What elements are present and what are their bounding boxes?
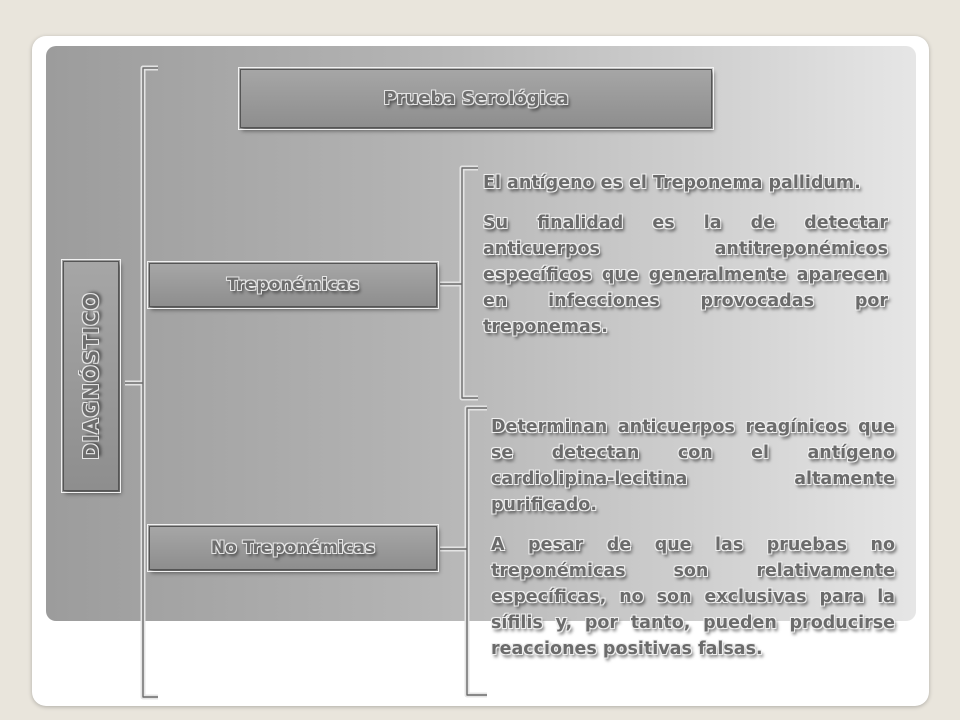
treponemicas-paragraph-2: Su finalidad es la de detectar anticuerpos antitreponémicos específicos que generalmente aparecen en infecciones provocadas por treponemas. [483, 213, 888, 337]
diagnostico-label: DIAGNÓSTICO [79, 292, 104, 460]
no-treponemicas-box [149, 526, 437, 570]
diagnostico-box [63, 261, 119, 491]
treponemicas-label: Treponémicas [226, 275, 360, 295]
no-treponemicas-paragraph-1: Determinan anticuerpos reagínicos que se detectan con el antígeno cardiolipina-lecitina altamente purificado. [491, 417, 895, 515]
no-treponemicas-label: No Treponémicas [210, 538, 376, 558]
no-treponemicas-description [491, 414, 895, 662]
prueba-serologica-label: Prueba Serológica [383, 88, 569, 109]
treponemicas-description [483, 170, 888, 340]
no-treponemicas-paragraph-2: A pesar de que las pruebas no treponémicas son relativamente específicas, no son exclusivas para la sífilis y, por tanto, pueden producirse reacciones positivas falsas. [491, 535, 895, 659]
treponemicas-box [149, 263, 437, 307]
treponemicas-paragraph-1: El antígeno es el Treponema pallidum. [483, 173, 861, 193]
prueba-serologica-box [240, 69, 712, 128]
